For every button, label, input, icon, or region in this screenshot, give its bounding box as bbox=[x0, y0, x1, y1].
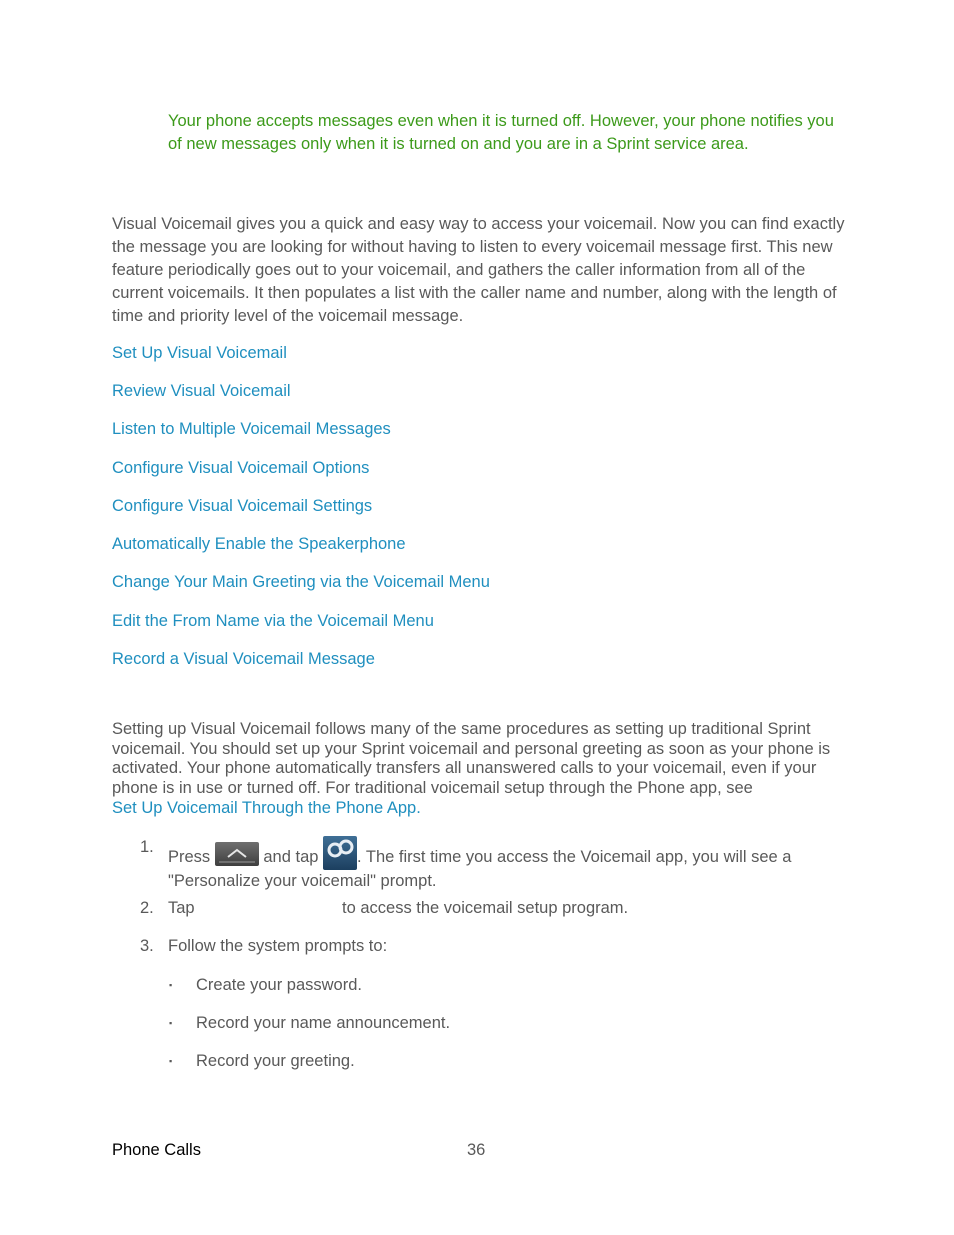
link-configure-options[interactable]: Configure Visual Voicemail Options bbox=[112, 459, 370, 477]
bullet-record-name: Record your name announcement. bbox=[196, 1014, 451, 1032]
step-3-text: Follow the system prompts to: bbox=[168, 937, 388, 955]
link-review-visual-voicemail[interactable]: Review Visual Voicemail bbox=[112, 382, 291, 400]
link-change-main-greeting[interactable]: Change Your Main Greeting via the Voicemail Menu bbox=[112, 573, 490, 591]
step-1-text bbox=[168, 836, 848, 893]
link-listen-multiple-messages[interactable]: Listen to Multiple Voicemail Messages bbox=[112, 420, 391, 438]
link-configure-settings[interactable]: Configure Visual Voicemail Settings bbox=[112, 497, 373, 515]
link-set-up-voicemail-phone-app[interactable]: Set Up Voicemail Through the Phone App. bbox=[112, 798, 421, 817]
note-text: Your phone accepts messages even when it is turned off. However, your phone notifies you of new messages only when it is turned on and you are in a Sprint service area. bbox=[168, 112, 834, 153]
footer-section: Phone Calls bbox=[112, 1141, 201, 1159]
setup-text: Setting up Visual Voicemail follows many of the same procedures as setting up traditional Sprint voicemail. You should set up your Sprint voicemail and personal greeting as soon as your phone is activated. Your phone automatically transfers all unanswered calls to your voicemail, even if your phone is in use or turned off. For traditional voicemail setup through the Phone app, see bbox=[112, 720, 831, 798]
step-3-number: 3. bbox=[140, 937, 154, 955]
step-2-rest: to access the voicemail setup program. bbox=[342, 899, 629, 917]
link-set-up-visual-voicemail[interactable]: Set Up Visual Voicemail bbox=[112, 344, 287, 362]
link-edit-from-name[interactable]: Edit the From Name via the Voicemail Menu bbox=[112, 612, 434, 630]
bullet-record-greeting: Record your greeting. bbox=[196, 1052, 355, 1070]
intro-paragraph: Visual Voicemail gives you a quick and easy way to access your voicemail. Now you can find exactly the message you are looking for without having to listen to every voicemail message first. This new feature periodically goes out to your voicemail, and gathers the caller information from all of the current voicemails. It then populates a list with the caller name and number, along with the length of time and priority level of the voicemail message. bbox=[112, 215, 845, 325]
bullet-marker: ▪ bbox=[169, 1018, 173, 1028]
step-1-rest: . The first time you access the Voicemail app, you will see a "Personalize your voicemail" prompt. bbox=[168, 848, 792, 890]
bullet-marker: ▪ bbox=[169, 1056, 173, 1066]
bullet-marker: ▪ bbox=[169, 980, 173, 990]
step-1-and-tap: and tap bbox=[263, 848, 319, 866]
step-2-number: 2. bbox=[140, 899, 154, 917]
step-1-number: 1. bbox=[140, 838, 154, 856]
link-record-message[interactable]: Record a Visual Voicemail Message bbox=[112, 650, 375, 668]
page-number: 36 bbox=[467, 1141, 486, 1159]
step-1-press: Press bbox=[168, 848, 211, 866]
home-key-icon bbox=[215, 842, 259, 866]
bullet-create-password: Create your password. bbox=[196, 976, 362, 994]
voicemail-app-icon bbox=[323, 836, 357, 870]
step-2-tap: Tap bbox=[168, 899, 195, 917]
link-enable-speakerphone[interactable]: Automatically Enable the Speakerphone bbox=[112, 535, 406, 553]
setup-paragraph bbox=[112, 720, 847, 819]
